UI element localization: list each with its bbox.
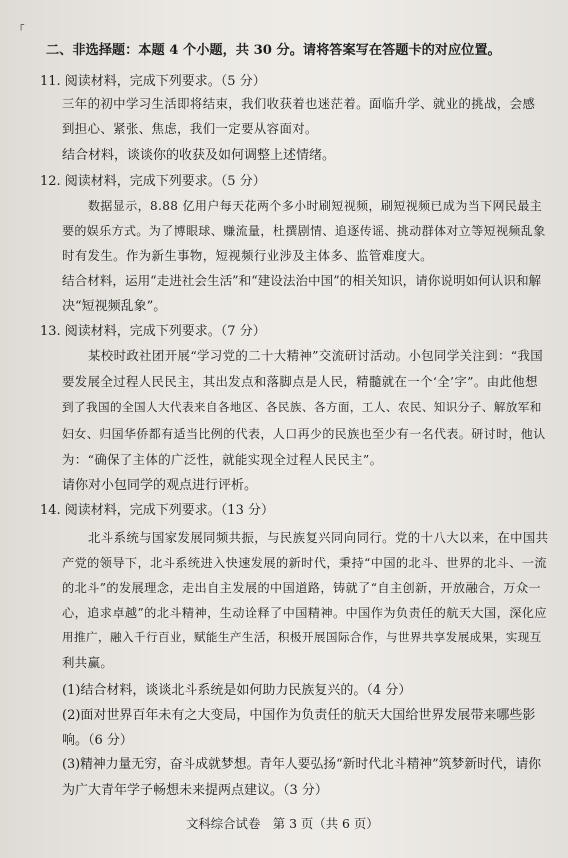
q14-material-line: 利共赢。 (62, 655, 114, 670)
q14-material-line: 产党的领导下，北斗系统进入快速发展的新时代，秉持“中国的北斗、世界的北斗、一流 (62, 556, 547, 570)
q14-material-line: 心，追求卓越”的北斗精神，生动诠释了中国精神。中国作为负责任的航天大国，深化应 (62, 606, 547, 620)
q14-material-line: 用推广，融入千行百业，赋能生产生活，积极开展国际合作，与世界共享发展成果，实现互 (62, 630, 542, 644)
q13-material-line: 某校时政社团开展“学习党的二十大精神”交流研讨活动。小包同学关注到：“我国 (88, 348, 544, 363)
q12-prompt: 12. 阅读材料，完成下列要求。（5 分） (40, 174, 266, 189)
q13-material-line: 为：“确保了主体的广泛性，就能实现全过程人民民主”。 (62, 452, 383, 467)
q13-material-line: 妇女、归国华侨都有适当比例的代表，人口再少的民族也至少有一名代表。研讨时，他认 (62, 427, 546, 441)
q13-material-line: 到了我国的全国人大代表来自各地区、各民族、各方面，工人、农民、知识分子、解放军和 (62, 400, 542, 414)
q11-material-line: 三年的初中学习生活即将结束，我们收获着也迷茫着。面临升学、就业的挑战，会感 (62, 96, 536, 111)
section-header: 二、非选择题：本题 4 个小题，共 30 分。请将答案写在答题卡的对应位置。 (46, 43, 501, 58)
q12-material-line: 数据显示，8.88 亿用户每天花两个多小时刷短视频，刷短视频已成为当下网民最主 (88, 199, 543, 213)
q14-sub3-line: (3)精神力量无穷，奋斗成就梦想。青年人要弘扬“新时代北斗精神”筑梦新时代，请你 (62, 757, 542, 772)
q13-task: 请你对小包同学的观点进行评析。 (62, 478, 258, 493)
q12-material-line: 要的娱乐方式。为了博眼球、赚流量，杜撰剧情、追逐传谣、挑动群体对立等短视频乱象 (62, 224, 546, 238)
q14-sub2-line: (2)面对世界百年未有之大变局，中国作为负责任的航天大国给世界发展带来哪些影 (62, 708, 536, 723)
q11-prompt: 11. 阅读材料，完成下列要求。（5 分） (40, 74, 266, 89)
q14-material-line: 北斗系统与国家发展同频共振，与民族复兴同向同行。党的十八大以来，在中国共 (88, 530, 549, 545)
q14-sub1: (1)结合材料，谈谈北斗系统是如何助力民族复兴的。（4 分） (62, 683, 412, 698)
q14-sub2-line: 响。（6 分） (62, 733, 133, 748)
q13-material-line: 要发展全过程人民民主，其出发点和落脚点是人民，精髓就在一个‘全’字”。由此他想 (62, 374, 538, 389)
q11-material-line: 到担心、紧张、焦虑，我们一定要从容面对。 (62, 121, 318, 136)
q12-task-line: 结合材料，运用“走进社会生活”和“建设法治中国”的相关知识，请你说明如何认识和解 (62, 273, 542, 288)
q12-task-line: 决“短视频乱象”。 (62, 299, 167, 314)
corner-mark: ┌ (18, 20, 25, 31)
q14-prompt: 14. 阅读材料，完成下列要求。（13 分） (40, 503, 274, 518)
q14-sub3-line: 为广大青年学子畅想未来提两点建议。（3 分） (62, 783, 328, 798)
q13-prompt: 13. 阅读材料，完成下列要求。（7 分） (40, 324, 266, 339)
q12-material-line: 时有发生。作为新生事物，短视频行业涉及主体多、监管难度大。 (62, 248, 433, 263)
q14-material-line: 的北斗”的发展理念，走出自主发展的中国道路，铸就了“自主创新，开放融合，万众一 (62, 581, 541, 595)
page-footer: 文科综合试卷 第 3 页（共 6 页） (186, 816, 379, 831)
q11-task: 结合材料，谈谈你的收获及如何调整上述情绪。 (62, 148, 336, 163)
